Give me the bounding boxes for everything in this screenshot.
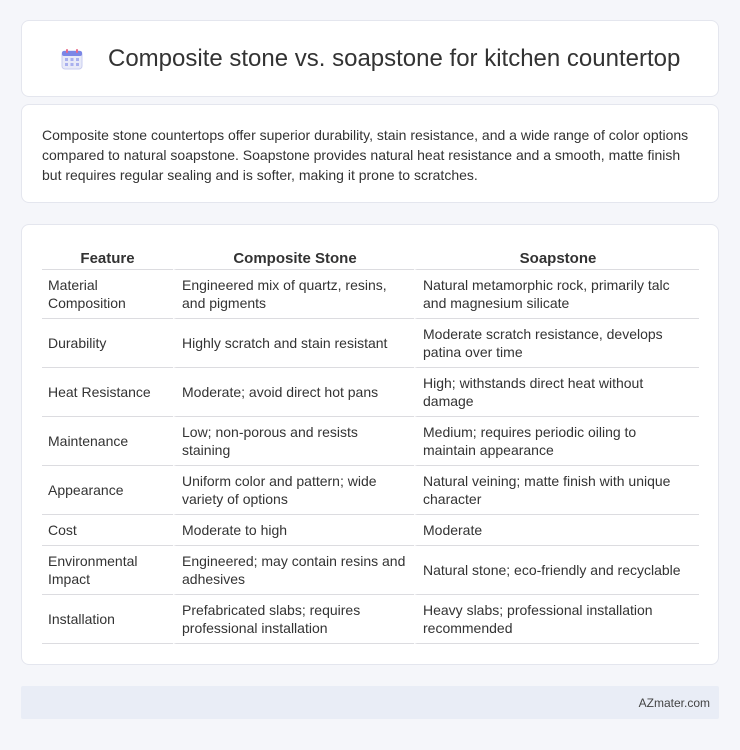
composite-cell: Moderate; avoid direct hot pans [173,368,414,417]
feature-cell: Durability [42,319,173,368]
soapstone-cell: High; withstands direct heat without damage [414,368,699,417]
footer-bar [21,686,719,719]
soapstone-cell: Natural veining; matte finish with unique character [414,466,699,515]
composite-cell: Engineered; may contain resins and adhesives [173,546,414,595]
table-row [42,368,699,417]
composite-cell: Highly scratch and stain resistant [173,319,414,368]
comparison-card [21,224,719,665]
title-card [21,20,719,97]
soapstone-cell: Moderate scratch resistance, develops patina over time [414,319,699,368]
feature-cell: Maintenance [42,417,173,466]
table-row [42,319,699,368]
table-row [42,466,699,515]
table-row [42,515,699,546]
feature-cell: Installation [42,595,173,644]
soapstone-cell: Heavy slabs; professional installation recommended [414,595,699,644]
composite-cell: Low; non-porous and resists staining [173,417,414,466]
composite-cell: Prefabricated slabs; requires professional installation [173,595,414,644]
composite-cell: Uniform color and pattern; wide variety of options [173,466,414,515]
feature-cell: Appearance [42,466,173,515]
header-composite-stone: Composite Stone [173,245,414,270]
feature-cell: Heat Resistance [42,368,173,417]
calendar-icon [61,48,83,70]
composite-cell: Engineered mix of quartz, resins, and pigments [173,270,414,319]
table-row [42,270,699,319]
composite-cell: Moderate to high [173,515,414,546]
soapstone-cell: Moderate [414,515,699,546]
soapstone-cell: Medium; requires periodic oiling to maintain appearance [414,417,699,466]
summary-text: Composite stone countertops offer superior durability, stain resistance, and a wide range of color options compared to natural soapstone. Soapstone provides natural heat resistance and a smooth, matte finish but requires regular sealing and is softer, making it prone to scratches. [42,127,689,183]
feature-cell: Environmental Impact [42,546,173,595]
soapstone-cell: Natural stone; eco-friendly and recyclable [414,546,699,595]
table-row [42,417,699,466]
table-header-row [42,245,699,270]
table-row [42,546,699,595]
footer-brand-link[interactable]: AZmater.com [638,696,710,710]
header-soapstone: Soapstone [414,245,699,270]
feature-cell: Cost [42,515,173,546]
summary-card [21,104,719,203]
table-row [42,595,699,644]
comparison-table [42,245,699,644]
header-feature: Feature [42,245,173,270]
page-title: Composite stone vs. soapstone for kitchen countertop [108,45,681,72]
feature-cell: Material Composition [42,270,173,319]
soapstone-cell: Natural metamorphic rock, primarily talc and magnesium silicate [414,270,699,319]
